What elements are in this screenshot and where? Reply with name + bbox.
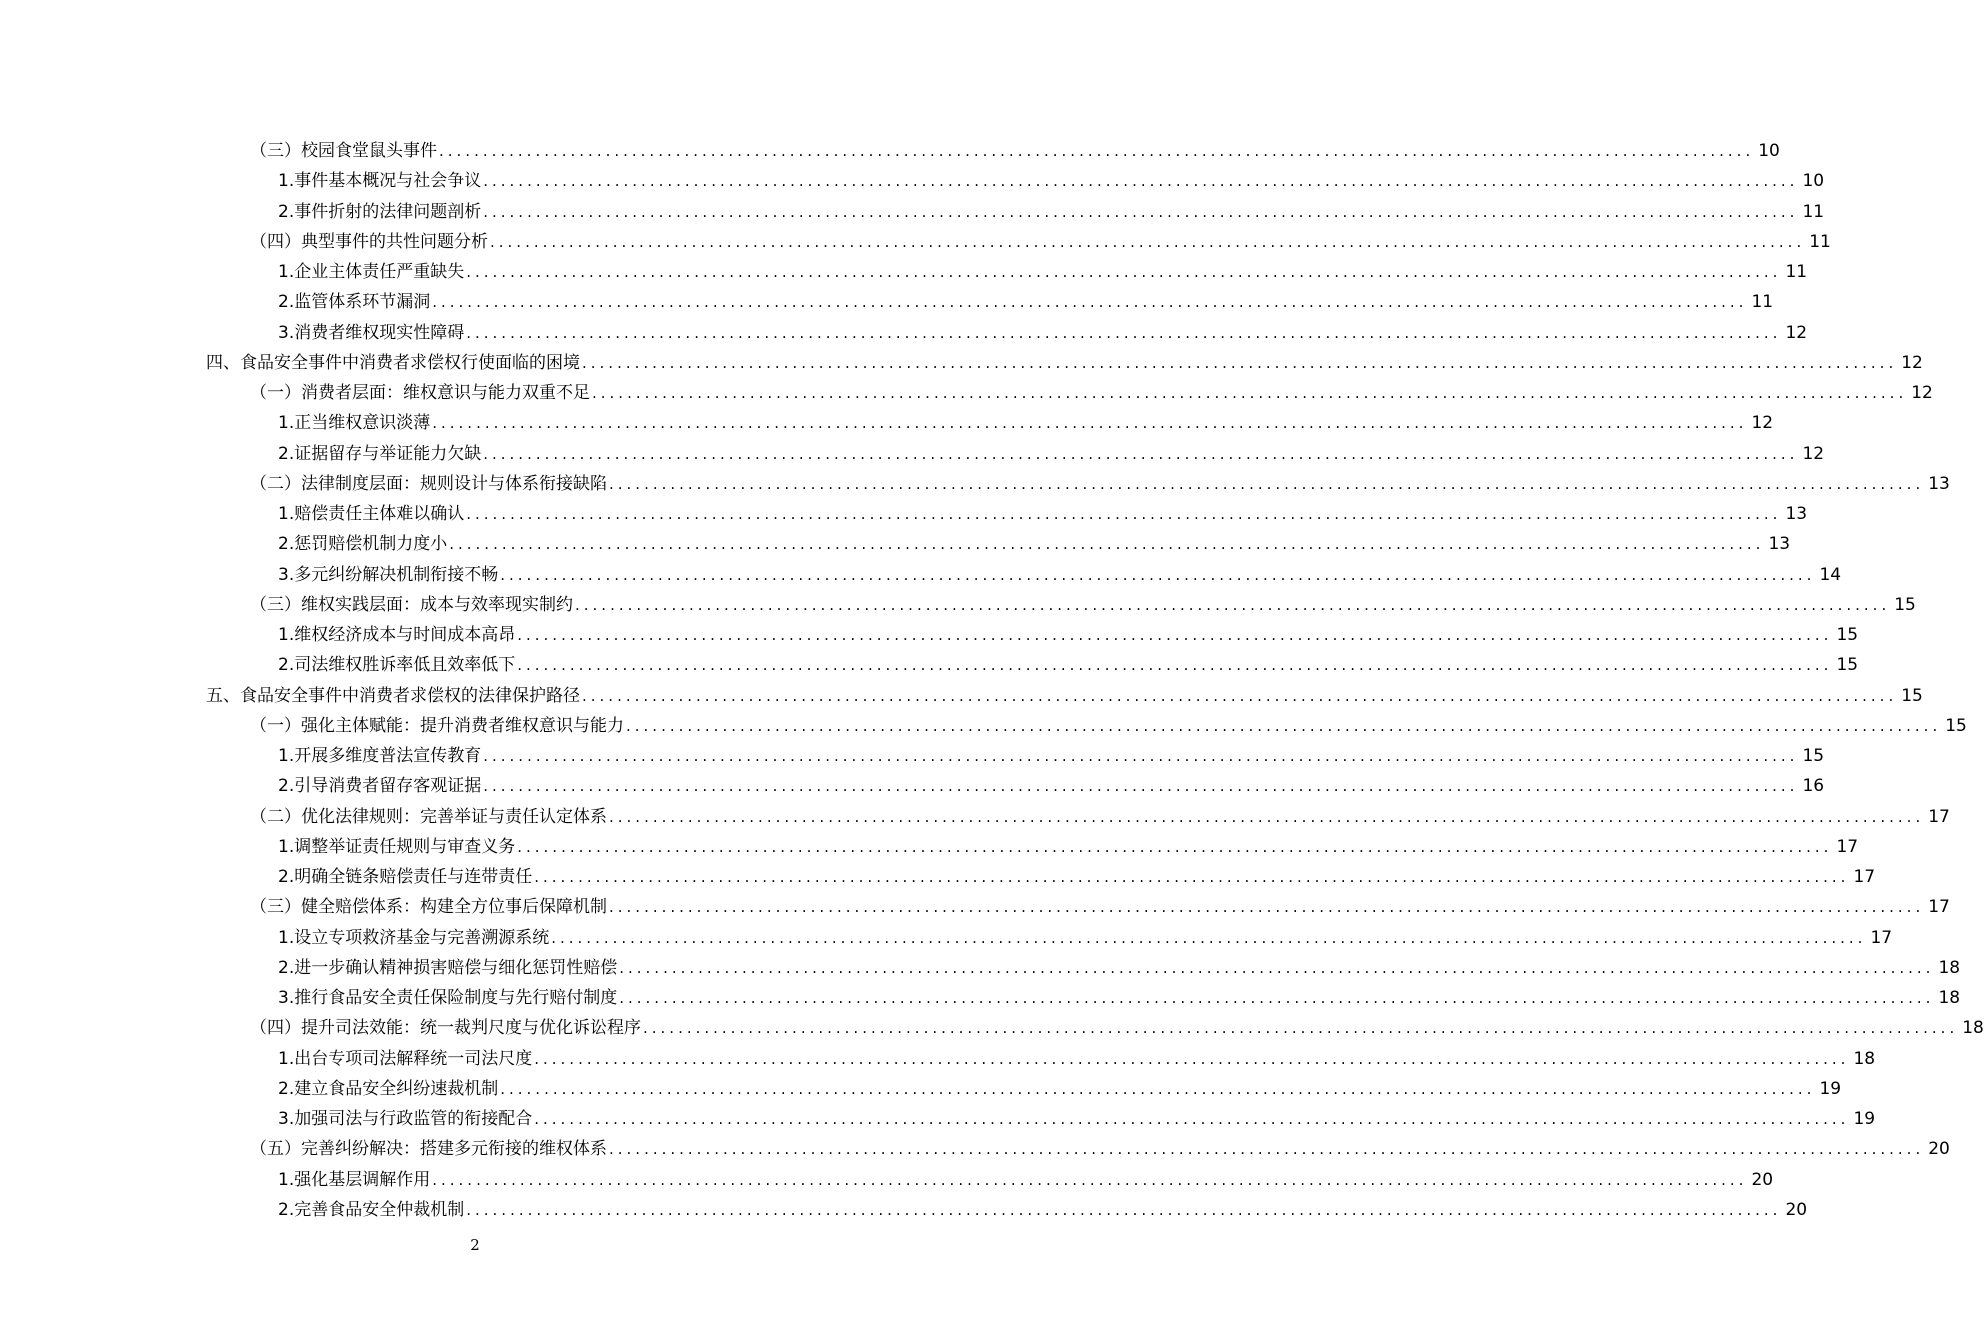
toc-entry-page: 12 [1751,413,1774,434]
toc-entry-page: 13 [1785,504,1808,524]
toc-entry-label: 五、食品安全事件中消费者求偿权的法律保护路径 [206,685,580,706]
toc-entry[interactable] [206,681,1923,711]
toc-dot-leader: ...................................................................................................................................................... [609,474,1925,493]
toc-dot-leader: ...................................................................................................................................................... [517,837,1833,856]
toc-entry-label: 1.事件基本概况与社会争议 [278,171,482,192]
toc-entry-page: 20 [1785,1199,1808,1220]
toc-entry-label: 3.多元纠纷解决机制衔接不畅 [278,564,499,585]
toc-dot-leader: ...................................................................................................................................................... [432,293,1748,312]
toc-entry[interactable] [250,469,1950,499]
toc-dot-leader: ...................................................................................................................................................... [483,777,1799,796]
toc-entry-label: （三）维权实践层面：成本与效率现实制约 [250,594,573,615]
toc-entry-label: 2.建立食品安全纠纷速裁机制 [278,1078,499,1099]
toc-dot-leader: ...................................................................................................................................................... [483,172,1799,191]
toc-entry[interactable] [278,318,1808,348]
toc-entry[interactable] [250,1013,1984,1043]
toc-entry[interactable] [278,983,1961,1013]
toc-entry-page: 18 [1853,1048,1876,1069]
toc-entry-label: 1.强化基层调解作用 [278,1169,431,1190]
toc-entry-label: （三）校园食堂鼠头事件 [250,141,437,161]
toc-dot-leader: ...................................................................................................................................................... [466,323,1782,342]
toc-entry[interactable] [278,1044,1876,1074]
toc-entry[interactable] [250,590,1916,620]
toc-entry[interactable] [278,1104,1876,1134]
toc-entry[interactable] [278,620,1859,650]
toc-dot-leader: ...................................................................................................................................................... [466,1200,1782,1219]
toc-entry-page: 20 [1751,1169,1774,1190]
toc-entry-label: （四）提升司法效能：统一裁判尺度与优化诉讼程序 [250,1018,641,1039]
toc-dot-leader: ...................................................................................................................................................... [483,444,1799,463]
toc-dot-leader: ...................................................................................................................................................... [582,353,1898,372]
toc-entry[interactable] [250,136,1780,166]
toc-entry-page: 18 [1938,988,1961,1008]
toc-entry-page: 11 [1751,292,1774,313]
toc-entry-label: 1.赔偿责任主体难以确认 [278,504,465,524]
toc-dot-leader: ...................................................................................................................................................... [500,1079,1816,1098]
toc-entry-label: 1.设立专项救济基金与完善溯源系统 [278,927,550,948]
toc-dot-leader: ...................................................................................................................................................... [449,535,1765,554]
toc-entry-label: 3.消费者维权现实性障碍 [278,322,465,343]
toc-entry-page: 15 [1802,746,1825,766]
toc-entry-page: 10 [1758,141,1780,161]
toc-dot-leader: ...................................................................................................................................................... [643,1019,1959,1038]
toc-entry-label: 1.出台专项司法解释统一司法尺度 [278,1048,533,1069]
toc-entry[interactable] [278,287,1774,317]
toc-entry-label: （一）强化主体赋能：提升消费者维权意识与能力 [250,715,624,736]
toc-entry-page: 15 [1945,715,1967,736]
toc-entry-page: 19 [1819,1078,1842,1099]
toc-entry-label: （三）健全赔偿体系：构建全方位事后保障机制 [250,897,607,918]
toc-entry-label: 四、食品安全事件中消费者求偿权行使面临的困境 [206,352,580,373]
toc-entry-page: 12 [1901,352,1923,373]
toc-entry-page: 15 [1836,625,1859,645]
toc-entry-label: 2.明确全链条赔偿责任与连带责任 [278,867,533,887]
toc-entry-page: 11 [1785,262,1808,282]
toc-dot-leader: ...................................................................................................................................................... [609,1140,1925,1159]
toc-dot-leader: ...................................................................................................................................................... [626,716,1942,735]
toc-entry-page: 12 [1802,443,1825,464]
toc-entry-label: 2.监管体系环节漏洞 [278,292,431,313]
toc-entry[interactable] [278,923,1893,953]
toc-entry[interactable] [278,529,1791,559]
toc-entry[interactable] [250,711,1967,741]
toc-entry-label: 2.司法维权胜诉率低且效率低下 [278,655,516,676]
toc-dot-leader: ...................................................................................................................................................... [619,958,1935,977]
toc-entry-page: 17 [1928,897,1950,918]
toc-entry[interactable] [278,953,1961,983]
toc-entry-label: 1.调整举证责任规则与审查义务 [278,836,516,857]
toc-dot-leader: ...................................................................................................................................................... [483,747,1799,765]
toc-entry[interactable] [278,1195,1808,1225]
toc-entry-page: 17 [1870,927,1893,948]
toc-entry-label: （二）法律制度层面：规则设计与体系衔接缺陷 [250,473,607,494]
toc-dot-leader: ...................................................................................................................................................... [490,232,1806,251]
toc-entry[interactable] [278,1165,1774,1195]
toc-entry-label: 3.加强司法与行政监管的衔接配合 [278,1109,533,1129]
toc-entry-label: 1.企业主体责任严重缺失 [278,262,465,282]
toc-entry[interactable] [250,378,1933,408]
toc-entry[interactable] [278,741,1825,771]
toc-entry-page: 15 [1901,685,1923,706]
toc-entry[interactable] [250,1134,1950,1164]
toc-entry[interactable] [278,832,1859,862]
toc-entry-label: 1.维权经济成本与时间成本高昂 [278,625,516,645]
page-number: 2 [470,1236,480,1254]
toc-entry-label: 2.事件折射的法律问题剖析 [278,201,482,222]
toc-entry-label: 2.引导消费者留存客观证据 [278,776,482,797]
toc-dot-leader: ...................................................................................................................................................... [592,384,1908,402]
toc-entry-page: 13 [1928,473,1950,494]
toc-dot-leader: ...................................................................................................................................................... [534,1049,1850,1068]
toc-entry[interactable] [278,560,1842,590]
toc-entry-page: 17 [1836,836,1859,857]
toc-dot-leader: ...................................................................................................................................................... [439,142,1755,160]
toc-dot-leader: ...................................................................................................................................................... [483,202,1799,221]
toc-dot-leader: ...................................................................................................................................................... [517,626,1833,644]
toc-dot-leader: ...................................................................................................................................................... [466,263,1782,281]
toc-entry[interactable] [278,1074,1842,1104]
toc-dot-leader: ...................................................................................................................................................... [534,868,1850,886]
toc-entry[interactable] [250,802,1950,832]
toc-entry[interactable] [278,408,1774,438]
toc-entry-label: （二）优化法律规则：完善举证与责任认定体系 [250,806,607,827]
toc-dot-leader: ...................................................................................................................................................... [575,595,1891,614]
toc-entry[interactable] [278,257,1808,287]
toc-dot-leader: ...................................................................................................................................................... [500,565,1816,584]
toc-dot-leader: ...................................................................................................................................................... [432,414,1748,433]
toc-entry-label: （五）完善纠纷解决：搭建多元衔接的维权体系 [250,1139,607,1160]
toc-entry-page: 13 [1768,534,1791,555]
toc-entry[interactable] [206,348,1923,378]
toc-entry-page: 12 [1911,383,1933,403]
toc-entry-page: 11 [1802,201,1825,222]
toc-entry-page: 12 [1785,322,1808,343]
toc-entry-page: 14 [1819,564,1842,585]
toc-entry-page: 18 [1962,1018,1984,1039]
toc-dot-leader: ...................................................................................................................................................... [609,807,1925,826]
toc-entry-label: 2.进一步确认精神损害赔偿与细化惩罚性赔偿 [278,957,618,978]
toc-entry[interactable] [278,499,1808,529]
toc-entry-page: 16 [1802,776,1825,797]
toc-dot-leader: ...................................................................................................................................................... [517,656,1833,675]
toc-dot-leader: ...................................................................................................................................................... [609,898,1925,917]
toc-entry-page: 20 [1928,1139,1950,1160]
toc-entry-page: 19 [1853,1109,1876,1129]
toc-entry-label: （一）消费者层面：维权意识与能力双重不足 [250,383,590,403]
toc-entry-label: 2.完善食品安全仲裁机制 [278,1199,465,1220]
toc-entry-label: 2.惩罚赔偿机制力度小 [278,534,448,555]
toc-dot-leader: ...................................................................................................................................................... [551,928,1867,947]
toc-entry[interactable] [278,439,1825,469]
toc-entry-page: 17 [1853,867,1876,887]
toc-entry-label: 1.开展多维度普法宣传教育 [278,746,482,766]
toc-dot-leader: ...................................................................................................................................................... [619,989,1935,1007]
toc-dot-leader: ...................................................................................................................................................... [466,505,1782,523]
toc-entry-page: 15 [1836,655,1859,676]
toc-entry[interactable] [278,650,1859,680]
toc-dot-leader: ...................................................................................................................................................... [534,1110,1850,1128]
toc-entry[interactable] [278,166,1825,196]
toc-dot-leader: ...................................................................................................................................................... [432,1170,1748,1189]
toc-dot-leader: ...................................................................................................................................................... [582,686,1898,705]
toc-entry-label: 3.推行食品安全责任保险制度与先行赔付制度 [278,988,618,1008]
toc-entry-label: 2.证据留存与举证能力欠缺 [278,443,482,464]
toc-entry-page: 18 [1938,957,1961,978]
toc-entry[interactable] [278,197,1825,227]
toc-entry[interactable] [278,862,1876,892]
toc-entry-label: （四）典型事件的共性问题分析 [250,231,488,252]
toc-entry[interactable] [250,892,1950,922]
toc-entry-label: 1.正当维权意识淡薄 [278,413,431,434]
toc-entry-page: 11 [1809,231,1831,252]
toc-entry[interactable] [250,227,1831,257]
toc-entry[interactable] [278,771,1825,801]
toc-entry-page: 10 [1802,171,1825,192]
toc-entry-page: 17 [1928,806,1950,827]
toc-entry-page: 15 [1894,594,1916,615]
